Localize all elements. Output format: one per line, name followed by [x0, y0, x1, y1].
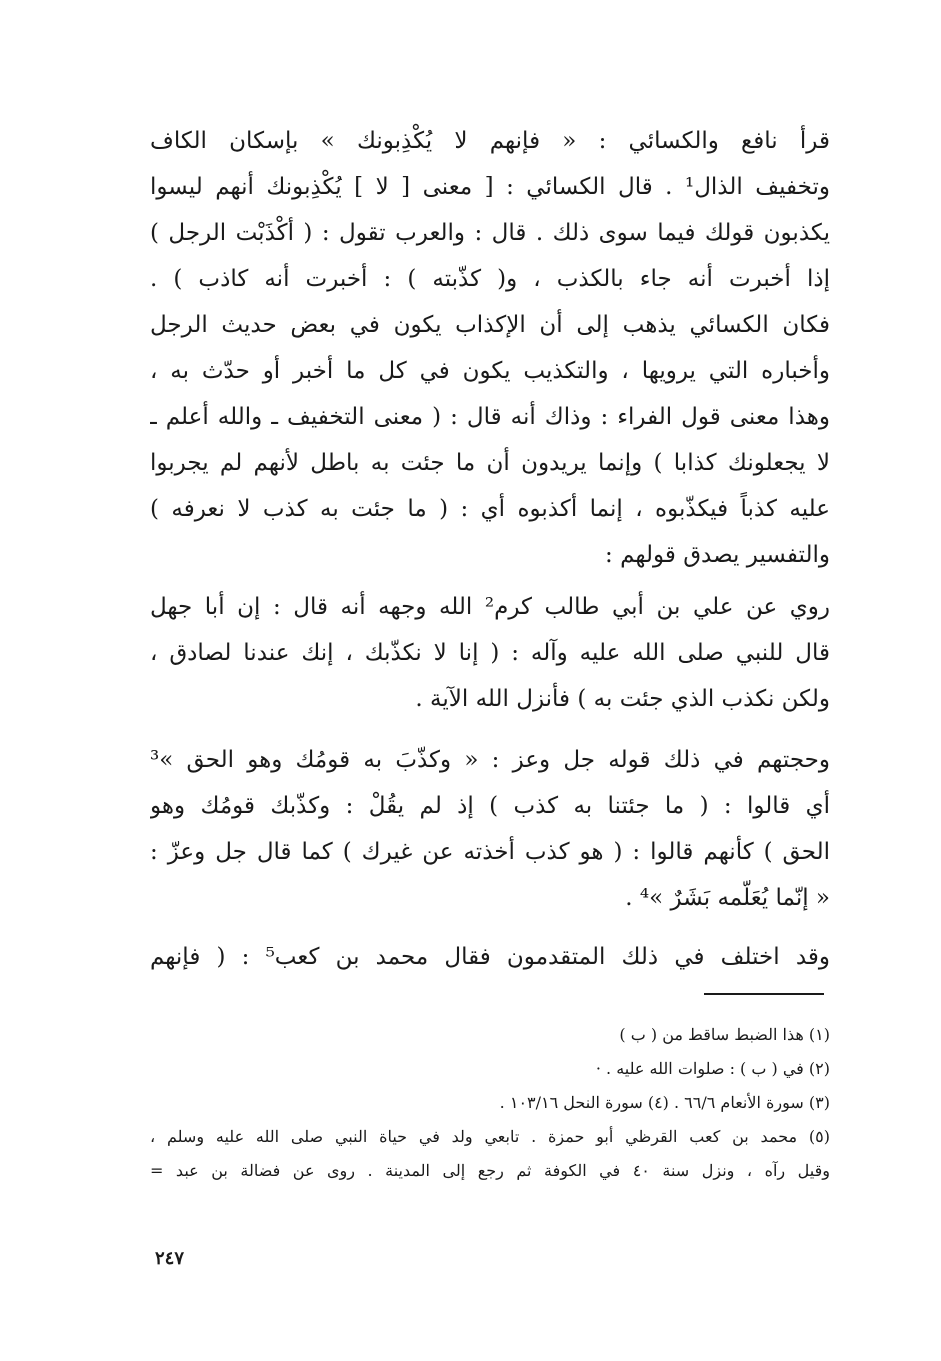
text-line: لا يجعلونك كذابا ) وإنما يريدون أن ما جئت به باطل لأنهم لم يجربوا: [150, 450, 830, 476]
footnote-1: (١) هذا الضبط ساقط من ( ب ): [619, 1025, 830, 1044]
text-line: عليه كذباً فيكذّبوه ، إنما أكذبوه أي : ( ما جئت به كذب لا نعرفه ): [150, 496, 830, 522]
text-line: قرأ نافع والكسائي : « فإنهم لا يُكْذِبونك » بإسكان الكاف: [150, 128, 830, 154]
text-line: ولكن نكذب الذي جئت به ) فأنزل الله الآية .: [415, 686, 830, 712]
text-line: وأخباره التي يرويها ، والتكذيب يكون في كل ما أخبر أو حدّث به ،: [150, 358, 830, 384]
paragraph-1: [150, 118, 830, 578]
text-line: وهذا معنى قول الفراء : وذاك أنه قال : ( معنى التخفيف ـ والله أعلم ـ: [150, 404, 830, 430]
text-line: وتخفيف الذال¹ . قال الكسائي : [ معنى [ لا ] يُكْذِبونك أنهم ليسوا: [150, 174, 830, 200]
footnote-5-continued: وقيل رآه ، ونزل سنة ٤٠ في الكوفة ثم رجع إلى المدينة . روى عن فضالة بن عبد =: [150, 1161, 830, 1180]
text-line: قال للنبي صلى الله عليه وآله : ( إنا لا نكذّبك ، إنك عندنا لصادق ،: [150, 640, 830, 666]
text-line: والتفسير يصدق قولهم :: [605, 542, 830, 568]
text-line: فكان الكسائي يذهب إلى أن الإكذاب يكون في بعض حديث الرجل: [150, 312, 830, 338]
text-line: أي قالوا : ( ما جئتنا به كذب ) إذ لم يقُلْ : وكذّبك قومُك وهو: [150, 793, 830, 819]
footnote-divider: [704, 993, 824, 995]
paragraph-2: [150, 584, 830, 722]
footnote-2: (٢) في ( ب ) : صلوات الله عليه . ·: [595, 1059, 830, 1078]
paragraph-3: [150, 737, 830, 921]
text-line: وحجتهم في ذلك قوله جل وعز : « وكذّبَ به قومُك وهو الحق »³: [150, 747, 830, 773]
page-number: ٢٤٧: [155, 1248, 185, 1269]
text-line: روي عن علي بن أبي طالب كرم² الله وجهه أنه قال : إن أبا جهل: [150, 594, 830, 620]
footnote-3-4: (٣) سورة الأنعام ٦٦/٦ . (٤) سورة النحل ١٠٣/١٦ .: [499, 1093, 830, 1112]
footnote-5: (٥) محمد بن كعب القرظي أبو حمزة . تابعي ولد في حياة النبي صلى الله عليه وسلم ،: [150, 1127, 830, 1146]
text-line: يكذبون قولك فيما سوى ذلك . قال : والعرب تقول : ( أكْذَبْت الرجل ): [150, 220, 830, 246]
text-line: الحق ) كأنهم قالوا : ( هو كذب أخذته عن غيرك ) كما قال جل وعزّ :: [150, 839, 830, 865]
text-line: « إنّما يُعَلّمه بَشَرٌ »⁴ .: [625, 885, 830, 911]
paragraph-4: [150, 934, 830, 980]
text-line: وقد اختلف في ذلك المتقدمون فقال محمد بن كعب⁵ : ( فإنهم: [150, 944, 830, 970]
text-line: إذا أخبرت أنه جاء بالكذب ، و( كذّبته ) : أخبرت أنه كاذب ) .: [150, 266, 830, 292]
footnotes: [150, 1018, 830, 1188]
